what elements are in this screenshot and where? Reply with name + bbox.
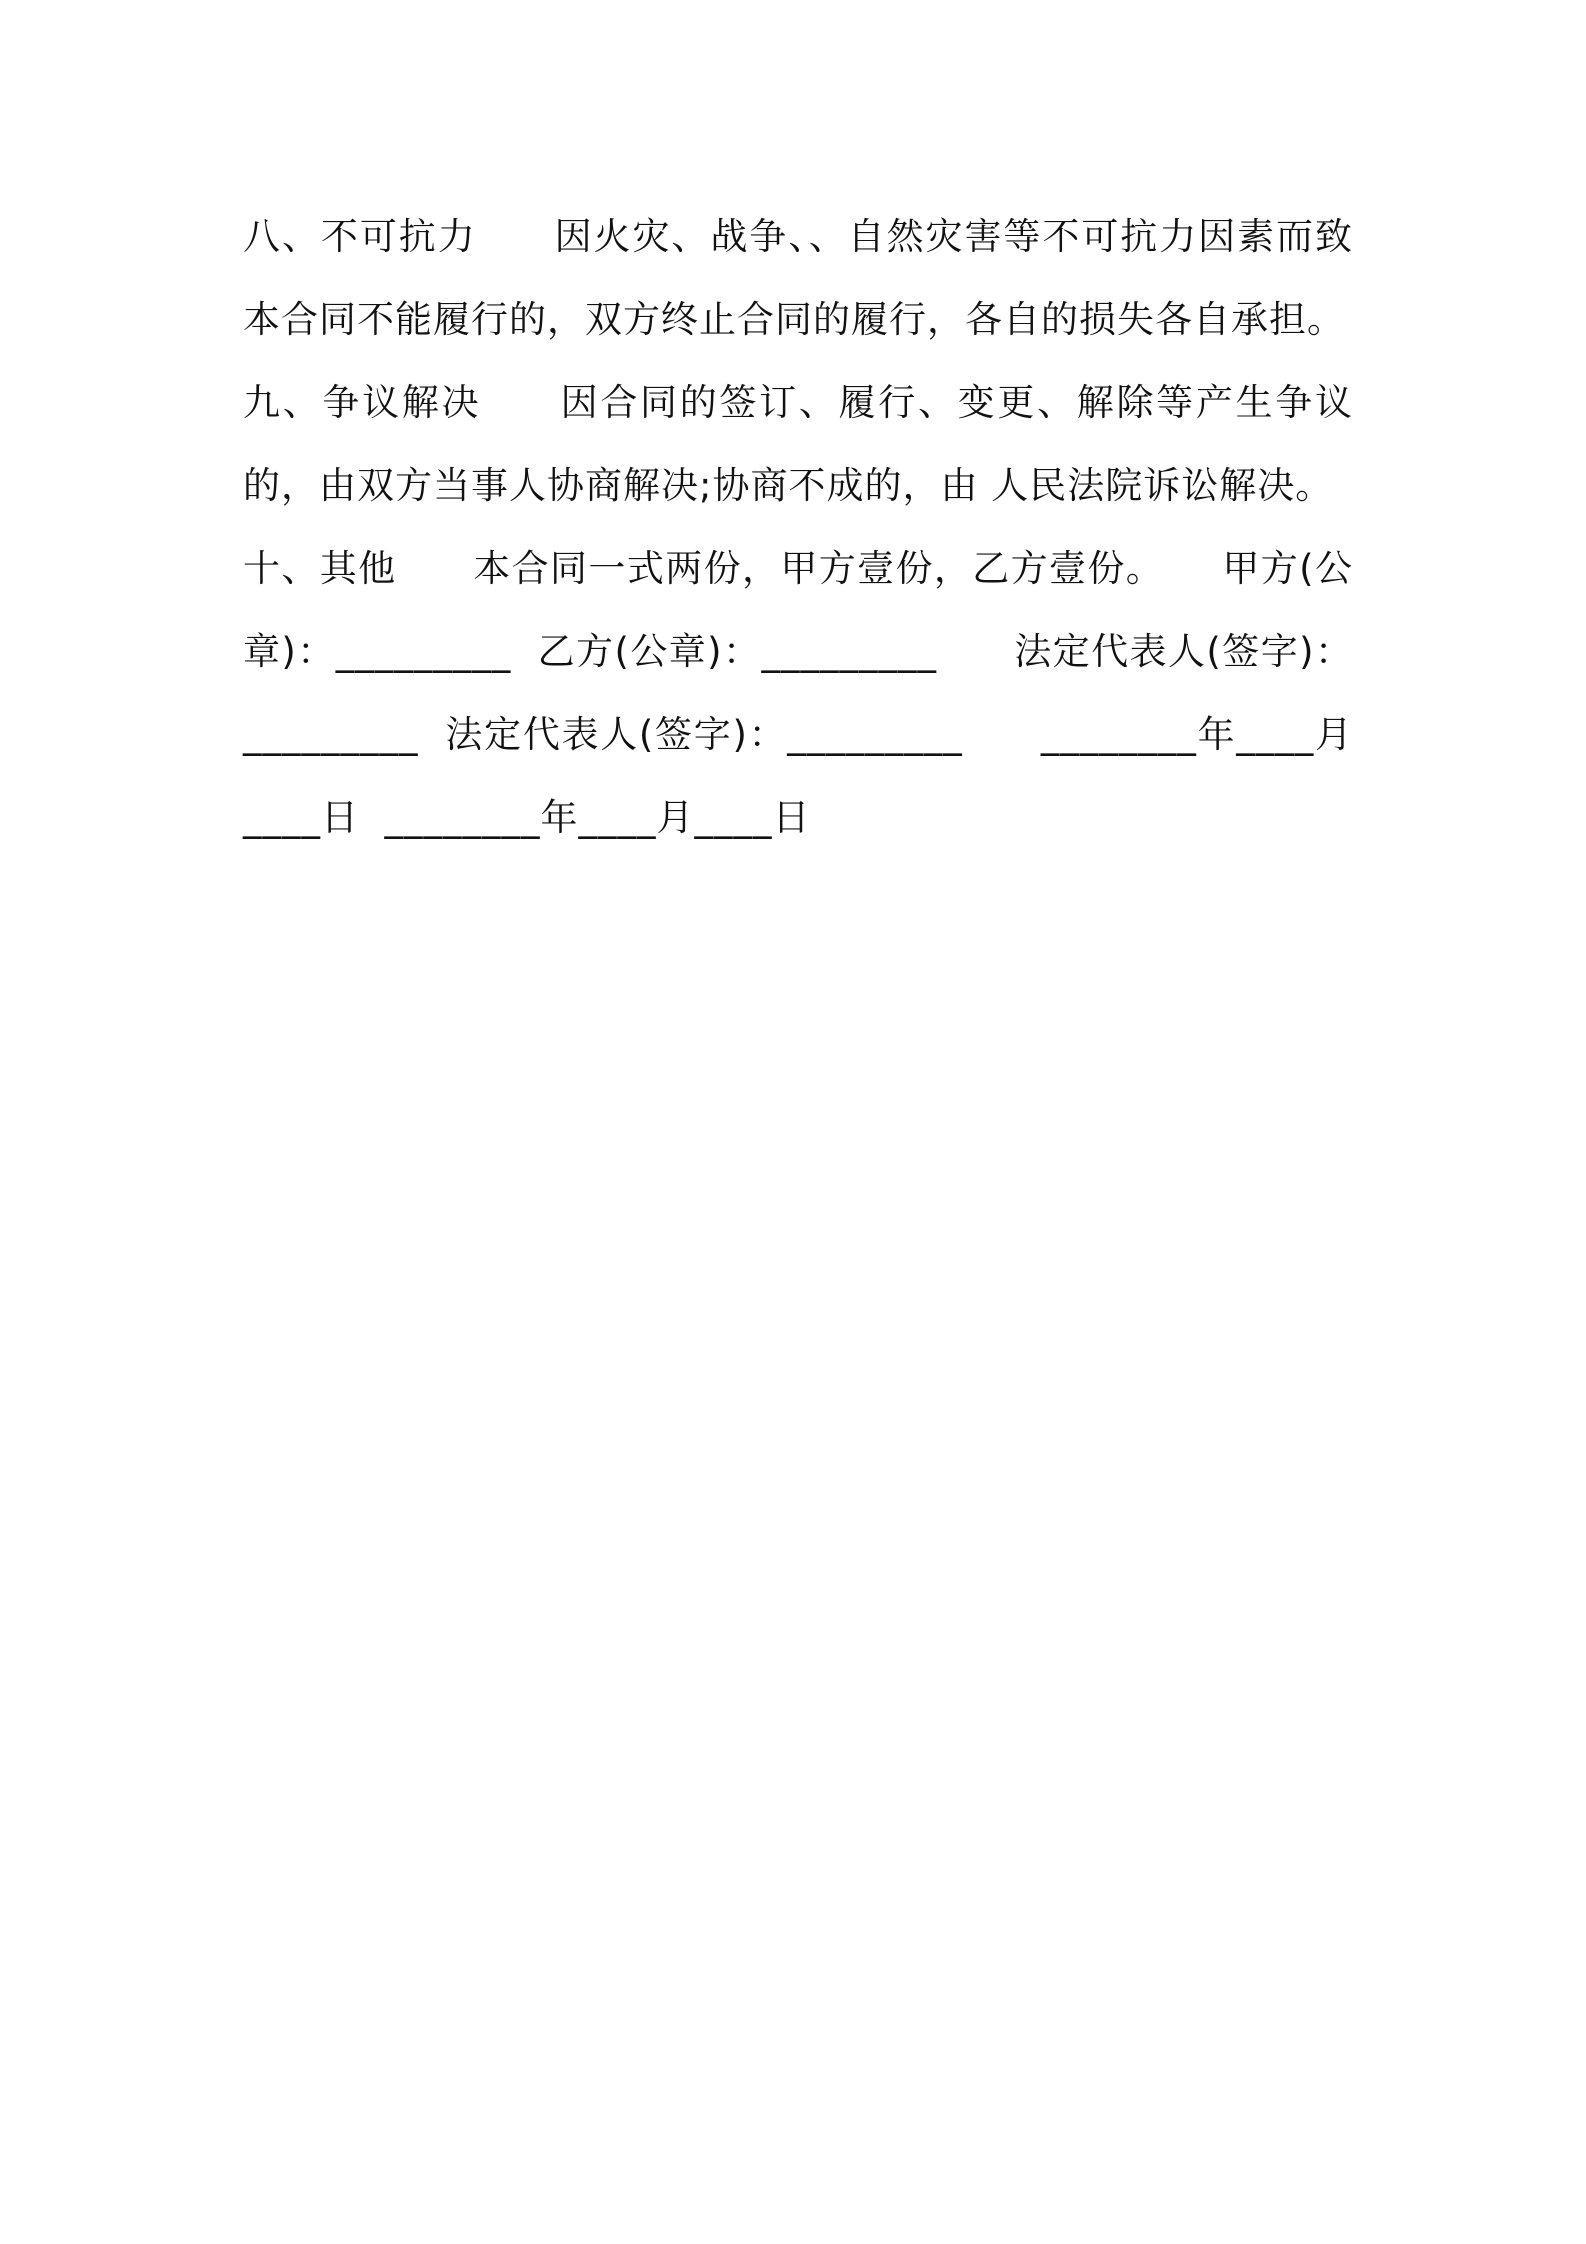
clause-dispute-resolution: 九、争议解决 因合同的签订、履行、变更、解除等产生争议的，由双方当事人协商解决;协商不成的，由 人民法院诉讼解决。	[243, 381, 1353, 507]
contract-text-block	[243, 195, 1353, 859]
clause-other-and-signatures: 十、其他 本合同一式两份，甲方壹份，乙方壹份。 甲方(公章)：_________ 乙方(公章)：_________ 法定代表人(签字)：_________ 法定代表人(签字)：_________ ________年____月____日 ________年____月____日	[243, 547, 1353, 839]
clause-force-majeure: 八、不可抗力 因火灾、战争、、自然灾害等不可抗力因素而致本合同不能履行的，双方终止合同的履行，各自的损失各自承担。	[243, 215, 1353, 341]
